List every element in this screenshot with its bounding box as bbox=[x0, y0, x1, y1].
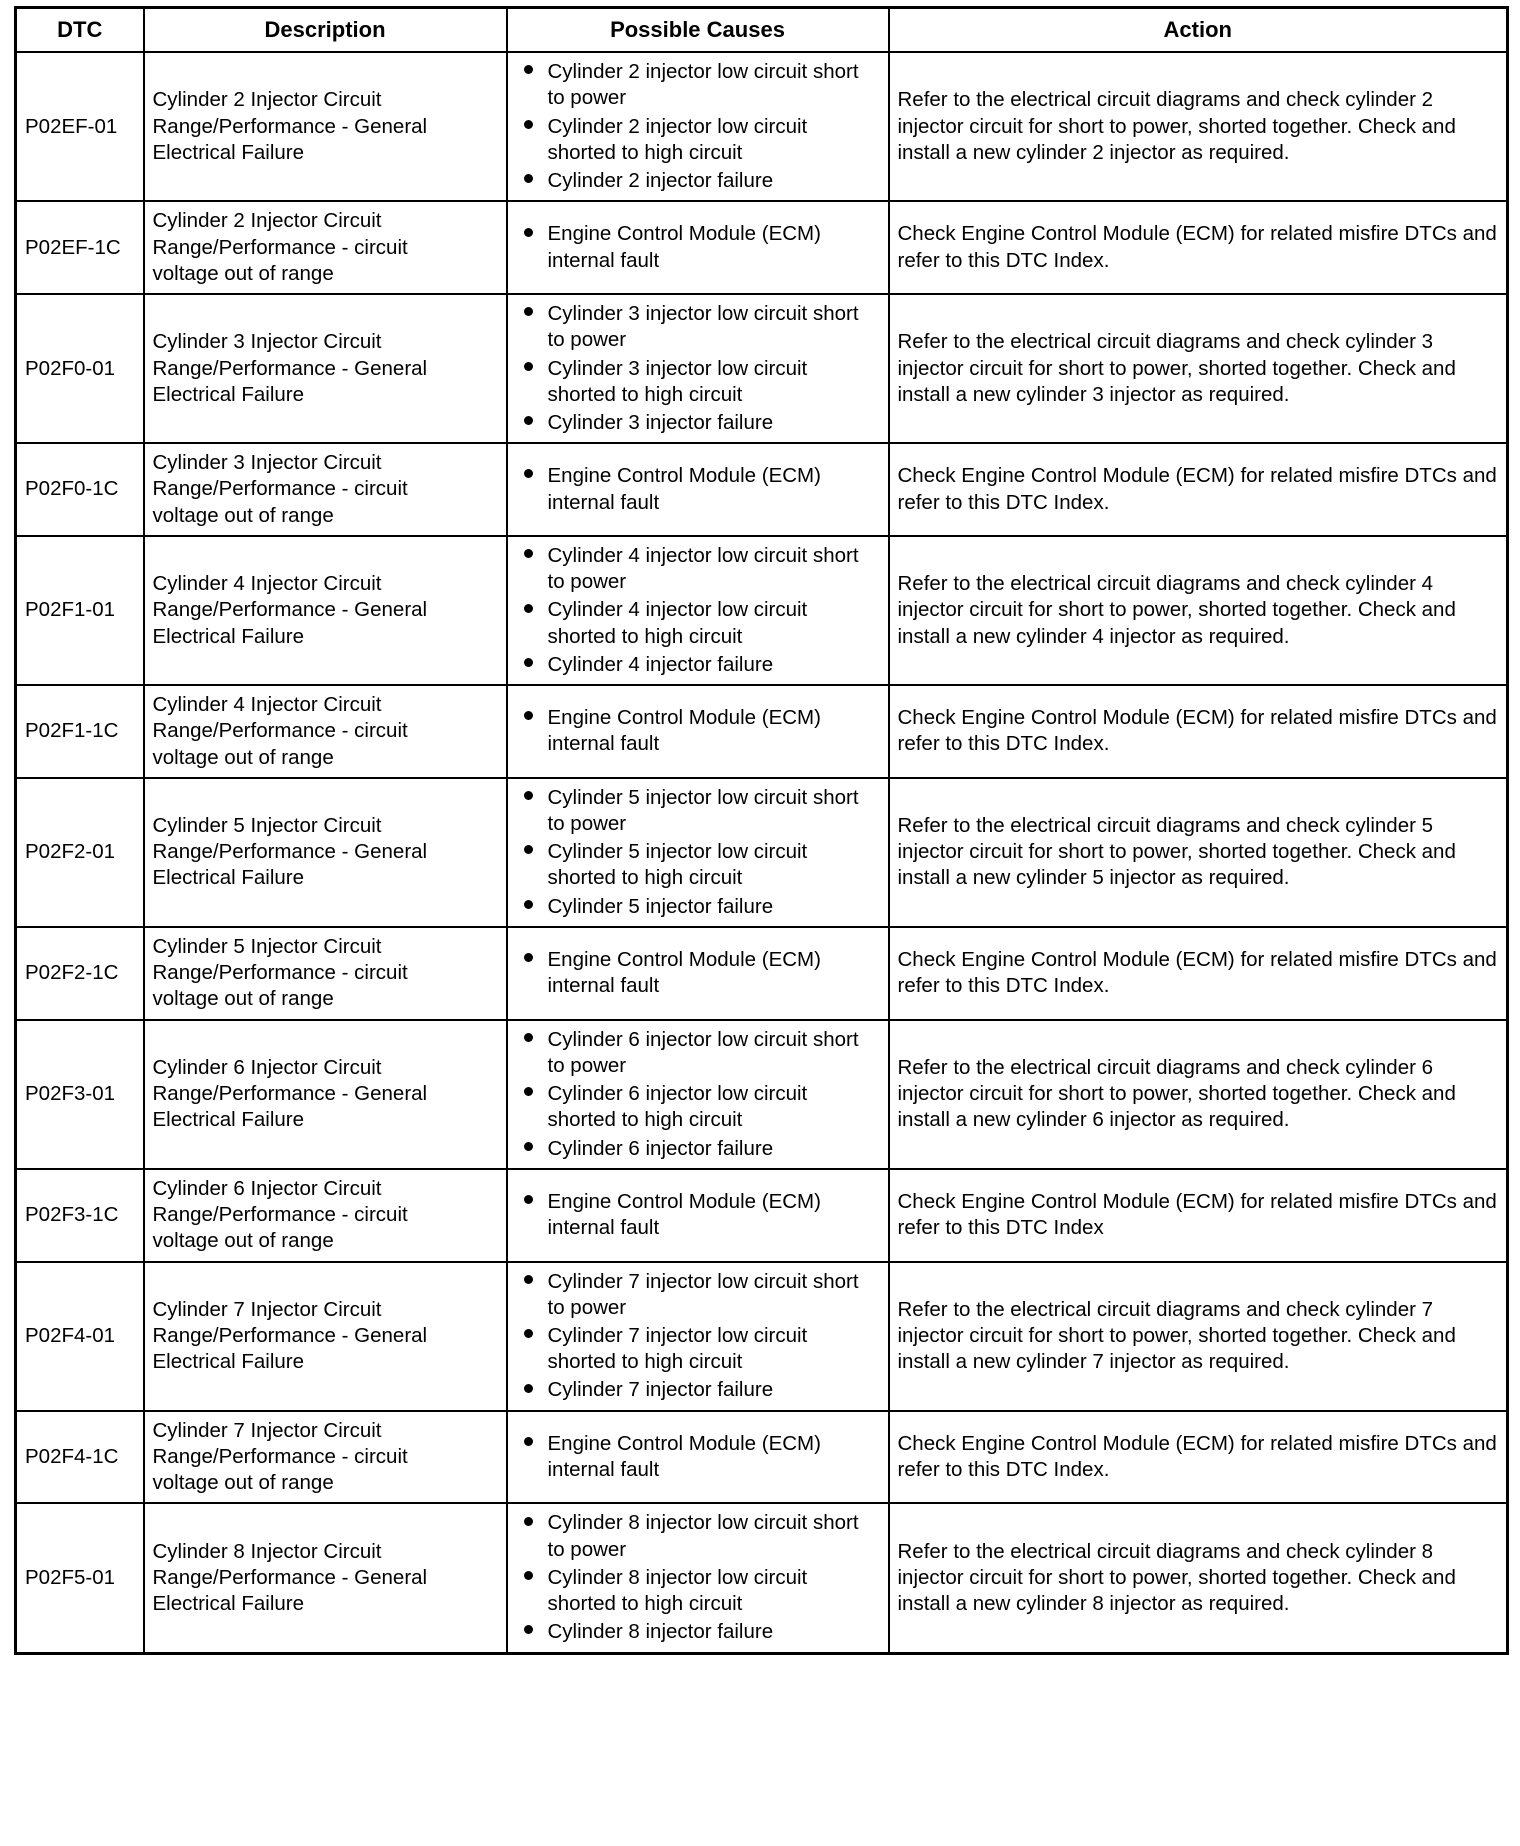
table-row bbox=[16, 778, 1508, 927]
cause-text: Cylinder 8 injector failure bbox=[547, 1620, 774, 1644]
action-text: Refer to the electrical circuit diagrams and check cylinder 6 injector circuit for short to power, shorted together. Check and install a new cylinder 6 injector as required. bbox=[897, 1055, 1456, 1132]
cause-text: Cylinder 3 injector failure bbox=[547, 410, 774, 434]
cause-text: Cylinder 5 injector low circuit shorted to high circuit bbox=[547, 840, 808, 890]
possible-causes bbox=[507, 685, 889, 778]
cause-text: Engine Control Module (ECM) internal fault bbox=[547, 1431, 821, 1482]
description-line: Cylinder 3 Injector Circuit bbox=[152, 330, 382, 354]
dtc-code: P02F4-01 bbox=[16, 1262, 144, 1411]
description-line: Electrical Failure bbox=[152, 1592, 305, 1616]
bullet-icon bbox=[524, 469, 533, 478]
bullet-icon bbox=[524, 362, 533, 371]
causes-list bbox=[516, 301, 880, 436]
dtc-description bbox=[144, 927, 507, 1020]
description-line: Range/Performance - circuit bbox=[152, 1444, 408, 1468]
causes-list bbox=[516, 1431, 880, 1483]
description-line: Cylinder 7 Injector Circuit bbox=[152, 1297, 382, 1321]
cause-item bbox=[516, 597, 880, 649]
cause-item bbox=[516, 1189, 880, 1241]
causes-list bbox=[516, 947, 880, 999]
causes-list bbox=[516, 1269, 880, 1404]
bullet-icon bbox=[524, 1329, 533, 1338]
description-line: Cylinder 6 Injector Circuit bbox=[152, 1176, 382, 1200]
description-line: Cylinder 4 Injector Circuit bbox=[152, 693, 382, 717]
bullet-icon bbox=[524, 1275, 533, 1284]
causes-list bbox=[516, 59, 880, 194]
dtc-description bbox=[144, 536, 507, 685]
cause-item bbox=[516, 168, 880, 194]
table-row bbox=[16, 1169, 1508, 1262]
possible-causes bbox=[507, 443, 889, 536]
possible-causes bbox=[507, 536, 889, 685]
possible-causes bbox=[507, 1503, 889, 1653]
action-text-cell bbox=[889, 685, 1508, 778]
possible-causes bbox=[507, 1262, 889, 1411]
description-line: Cylinder 6 Injector Circuit bbox=[152, 1055, 382, 1079]
cause-text: Cylinder 6 injector low circuit short to power bbox=[547, 1027, 859, 1077]
action-text-cell bbox=[889, 1411, 1508, 1504]
cause-text: Cylinder 8 injector low circuit shorted to high circuit bbox=[547, 1565, 808, 1616]
table-row bbox=[16, 1411, 1508, 1504]
cause-text: Engine Control Module (ECM) internal fault bbox=[547, 706, 821, 756]
action-text: Check Engine Control Module (ECM) for related misfire DTCs and refer to this DTC Index. bbox=[897, 706, 1497, 756]
cause-item bbox=[516, 114, 880, 166]
description-line: Cylinder 7 Injector Circuit bbox=[152, 1418, 382, 1442]
description-line: voltage out of range bbox=[152, 261, 334, 285]
description-line: Electrical Failure bbox=[152, 1350, 305, 1374]
cause-text: Cylinder 8 injector low circuit short to power bbox=[547, 1511, 859, 1561]
description-line: voltage out of range bbox=[152, 987, 334, 1011]
action-text-cell bbox=[889, 927, 1508, 1020]
action-text-cell bbox=[889, 294, 1508, 443]
cause-text: Cylinder 7 injector low circuit short to power bbox=[547, 1269, 859, 1319]
description-line: Cylinder 2 Injector Circuit bbox=[152, 209, 382, 233]
action-text-cell bbox=[889, 778, 1508, 927]
cause-item bbox=[516, 410, 880, 436]
cause-text: Engine Control Module (ECM) internal fault bbox=[547, 464, 821, 514]
description-line: Electrical Failure bbox=[152, 140, 305, 164]
action-text: Refer to the electrical circuit diagrams and check cylinder 3 injector circuit for short to power, shorted together. Check and install a new cylinder 3 injector as required. bbox=[897, 330, 1456, 406]
bullet-icon bbox=[524, 604, 533, 613]
bullet-icon bbox=[524, 307, 533, 316]
bullet-icon bbox=[524, 228, 533, 237]
bullet-icon bbox=[524, 791, 533, 800]
dtc-description bbox=[144, 52, 507, 201]
bullet-icon bbox=[524, 120, 533, 129]
table-row bbox=[16, 1020, 1508, 1169]
dtc-code: P02F5-01 bbox=[16, 1503, 144, 1653]
action-text: Check Engine Control Module (ECM) for related misfire DTCs and refer to this DTC Index. bbox=[897, 464, 1497, 514]
description-line: Range/Performance - General bbox=[152, 1324, 428, 1347]
possible-causes bbox=[507, 778, 889, 927]
dtc-description bbox=[144, 1020, 507, 1169]
bullet-icon bbox=[524, 658, 533, 667]
cause-item bbox=[516, 463, 880, 515]
description-line: Cylinder 5 Injector Circuit bbox=[152, 814, 382, 838]
dtc-description bbox=[144, 294, 507, 443]
dtc-description bbox=[144, 685, 507, 778]
action-text: Refer to the electrical circuit diagrams and check cylinder 8 injector circuit for short to power, shorted together. Check and install a new cylinder 8 injector as required. bbox=[897, 1539, 1456, 1616]
cause-text: Cylinder 4 injector low circuit shorted to high circuit bbox=[547, 598, 808, 648]
action-text-cell bbox=[889, 443, 1508, 536]
cause-item bbox=[516, 839, 880, 891]
bullet-icon bbox=[524, 174, 533, 183]
description-line: Range/Performance - General bbox=[152, 598, 428, 622]
description-line: voltage out of range bbox=[152, 1471, 334, 1495]
table-body bbox=[16, 52, 1508, 1653]
action-text-cell bbox=[889, 1503, 1508, 1653]
table-header bbox=[16, 8, 1508, 53]
dtc-description bbox=[144, 1503, 507, 1653]
cause-text: Cylinder 2 injector failure bbox=[547, 169, 774, 193]
description-line: Electrical Failure bbox=[152, 382, 305, 406]
cause-item bbox=[516, 894, 880, 920]
cause-item bbox=[516, 1431, 880, 1483]
cause-text: Engine Control Module (ECM) internal fault bbox=[547, 222, 821, 272]
description-line: Electrical Failure bbox=[152, 624, 305, 648]
bullet-icon bbox=[524, 1437, 533, 1446]
dtc-description bbox=[144, 1411, 507, 1504]
action-text: Refer to the electrical circuit diagrams and check cylinder 7 injector circuit for short to power, shorted together. Check and install a new cylinder 7 injector as required. bbox=[897, 1297, 1456, 1374]
action-text: Check Engine Control Module (ECM) for related misfire DTCs and refer to this DTC Index bbox=[897, 1189, 1497, 1240]
description-line: Cylinder 4 Injector Circuit bbox=[152, 572, 382, 596]
action-text-cell bbox=[889, 536, 1508, 685]
possible-causes bbox=[507, 1020, 889, 1169]
dtc-index-table bbox=[14, 6, 1509, 1655]
action-text-cell bbox=[889, 1020, 1508, 1169]
causes-list bbox=[516, 221, 880, 273]
cause-item bbox=[516, 1619, 880, 1645]
description-line: Range/Performance - General bbox=[152, 114, 428, 138]
column-header-possible-causes: Possible Causes bbox=[507, 8, 889, 53]
bullet-icon bbox=[524, 845, 533, 854]
cause-item bbox=[516, 301, 880, 353]
cause-item bbox=[516, 543, 880, 595]
possible-causes bbox=[507, 294, 889, 443]
table-row bbox=[16, 927, 1508, 1020]
cause-item bbox=[516, 1323, 880, 1375]
description-line: voltage out of range bbox=[152, 1229, 334, 1253]
description-line: Electrical Failure bbox=[152, 866, 305, 890]
cause-text: Cylinder 6 injector low circuit shorted to high circuit bbox=[547, 1082, 808, 1132]
action-text: Check Engine Control Module (ECM) for related misfire DTCs and refer to this DTC Index. bbox=[897, 948, 1497, 998]
cause-item bbox=[516, 1377, 880, 1403]
header-row bbox=[16, 8, 1508, 53]
dtc-code: P02EF-01 bbox=[16, 52, 144, 201]
dtc-code: P02F1-01 bbox=[16, 536, 144, 685]
dtc-code: P02F3-01 bbox=[16, 1020, 144, 1169]
bullet-icon bbox=[524, 1033, 533, 1042]
table-row bbox=[16, 443, 1508, 536]
cause-item bbox=[516, 59, 880, 111]
dtc-code: P02F2-01 bbox=[16, 778, 144, 927]
cause-item bbox=[516, 1269, 880, 1321]
cause-item bbox=[516, 221, 880, 273]
cause-text: Cylinder 4 injector failure bbox=[547, 652, 774, 676]
dtc-code: P02F0-01 bbox=[16, 294, 144, 443]
description-line: Range/Performance - circuit bbox=[152, 235, 408, 259]
cause-text: Cylinder 3 injector low circuit shorted to high circuit bbox=[547, 356, 808, 406]
description-line: Electrical Failure bbox=[152, 1108, 305, 1132]
cause-text: Cylinder 2 injector low circuit shorted to high circuit bbox=[547, 114, 808, 164]
cause-text: Cylinder 7 injector low circuit shorted to high circuit bbox=[547, 1324, 808, 1374]
description-line: Cylinder 2 Injector Circuit bbox=[152, 88, 382, 112]
column-header-dtc: DTC bbox=[16, 8, 144, 53]
description-line: Cylinder 3 Injector Circuit bbox=[152, 451, 382, 475]
cause-item bbox=[516, 1027, 880, 1079]
description-line: Range/Performance - General bbox=[152, 840, 428, 864]
action-text: Refer to the electrical circuit diagrams and check cylinder 4 injector circuit for short to power, shorted together. Check and install a new cylinder 4 injector as required. bbox=[897, 572, 1456, 648]
bullet-icon bbox=[524, 549, 533, 558]
bullet-icon bbox=[524, 1142, 533, 1151]
bullet-icon bbox=[524, 1087, 533, 1096]
dtc-code: P02F0-1C bbox=[16, 443, 144, 536]
bullet-icon bbox=[524, 1384, 533, 1393]
bullet-icon bbox=[524, 1195, 533, 1204]
bullet-icon bbox=[524, 65, 533, 74]
cause-text: Cylinder 5 injector failure bbox=[547, 894, 774, 918]
table-row bbox=[16, 294, 1508, 443]
cause-item bbox=[516, 1510, 880, 1562]
column-header-description: Description bbox=[144, 8, 507, 53]
action-text: Refer to the electrical circuit diagrams and check cylinder 2 injector circuit for short to power, shorted together. Check and install a new cylinder 2 injector as required. bbox=[897, 88, 1456, 164]
possible-causes bbox=[507, 201, 889, 294]
action-text-cell bbox=[889, 201, 1508, 294]
dtc-description bbox=[144, 1169, 507, 1262]
possible-causes bbox=[507, 52, 889, 201]
causes-list bbox=[516, 1027, 880, 1162]
description-line: Range/Performance - General bbox=[152, 1082, 428, 1106]
cause-text: Cylinder 5 injector low circuit short to power bbox=[547, 785, 859, 836]
cause-text: Cylinder 2 injector low circuit short to power bbox=[547, 60, 859, 110]
dtc-code: P02F1-1C bbox=[16, 685, 144, 778]
cause-item bbox=[516, 1136, 880, 1162]
dtc-code: P02F2-1C bbox=[16, 927, 144, 1020]
action-text-cell bbox=[889, 1262, 1508, 1411]
cause-text: Engine Control Module (ECM) internal fault bbox=[547, 948, 821, 998]
description-line: Range/Performance - circuit bbox=[152, 961, 408, 985]
cause-item bbox=[516, 1081, 880, 1133]
action-text: Check Engine Control Module (ECM) for related misfire DTCs and refer to this DTC Index. bbox=[897, 222, 1497, 272]
possible-causes bbox=[507, 927, 889, 1020]
causes-list bbox=[516, 1189, 880, 1241]
cause-text: Engine Control Module (ECM) internal fault bbox=[547, 1189, 821, 1240]
bullet-icon bbox=[524, 711, 533, 720]
bullet-icon bbox=[524, 1517, 533, 1526]
dtc-code: P02EF-1C bbox=[16, 201, 144, 294]
action-text: Check Engine Control Module (ECM) for related misfire DTCs and refer to this DTC Index. bbox=[897, 1431, 1497, 1482]
cause-item bbox=[516, 652, 880, 678]
causes-list bbox=[516, 543, 880, 678]
action-text: Refer to the electrical circuit diagrams and check cylinder 5 injector circuit for short to power, shorted together. Check and install a new cylinder 5 injector as required. bbox=[897, 814, 1456, 890]
table-row bbox=[16, 1503, 1508, 1653]
cause-text: Cylinder 6 injector failure bbox=[547, 1136, 774, 1160]
possible-causes bbox=[507, 1169, 889, 1262]
table-row bbox=[16, 52, 1508, 201]
action-text-cell bbox=[889, 52, 1508, 201]
causes-list bbox=[516, 1510, 880, 1645]
description-line: Range/Performance - circuit bbox=[152, 1203, 408, 1227]
action-text-cell bbox=[889, 1169, 1508, 1262]
cause-text: Cylinder 3 injector low circuit short to power bbox=[547, 302, 859, 352]
bullet-icon bbox=[524, 416, 533, 425]
description-line: Range/Performance - circuit bbox=[152, 719, 408, 743]
description-line: Range/Performance - General bbox=[152, 356, 428, 380]
dtc-code: P02F4-1C bbox=[16, 1411, 144, 1504]
table-row bbox=[16, 201, 1508, 294]
description-line: Range/Performance - circuit bbox=[152, 477, 408, 501]
bullet-icon bbox=[524, 1625, 533, 1634]
dtc-description bbox=[144, 778, 507, 927]
dtc-description bbox=[144, 1262, 507, 1411]
causes-list bbox=[516, 785, 880, 920]
description-line: voltage out of range bbox=[152, 503, 334, 527]
dtc-description bbox=[144, 443, 507, 536]
cause-item bbox=[516, 785, 880, 837]
dtc-code: P02F3-1C bbox=[16, 1169, 144, 1262]
column-header-action: Action bbox=[889, 8, 1508, 53]
cause-text: Cylinder 4 injector low circuit short to power bbox=[547, 543, 859, 594]
cause-text: Cylinder 7 injector failure bbox=[547, 1378, 774, 1402]
causes-list bbox=[516, 705, 880, 757]
cause-item bbox=[516, 1565, 880, 1617]
bullet-icon bbox=[524, 953, 533, 962]
description-line: voltage out of range bbox=[152, 745, 334, 769]
cause-item bbox=[516, 705, 880, 757]
cause-item bbox=[516, 356, 880, 408]
description-line: Cylinder 8 Injector Circuit bbox=[152, 1539, 382, 1563]
table-row bbox=[16, 536, 1508, 685]
table-row bbox=[16, 1262, 1508, 1411]
cause-item bbox=[516, 947, 880, 999]
possible-causes bbox=[507, 1411, 889, 1504]
dtc-description bbox=[144, 201, 507, 294]
description-line: Cylinder 5 Injector Circuit bbox=[152, 934, 382, 958]
bullet-icon bbox=[524, 900, 533, 909]
causes-list bbox=[516, 463, 880, 515]
table-row bbox=[16, 685, 1508, 778]
bullet-icon bbox=[524, 1571, 533, 1580]
description-line: Range/Performance - General bbox=[152, 1565, 428, 1589]
